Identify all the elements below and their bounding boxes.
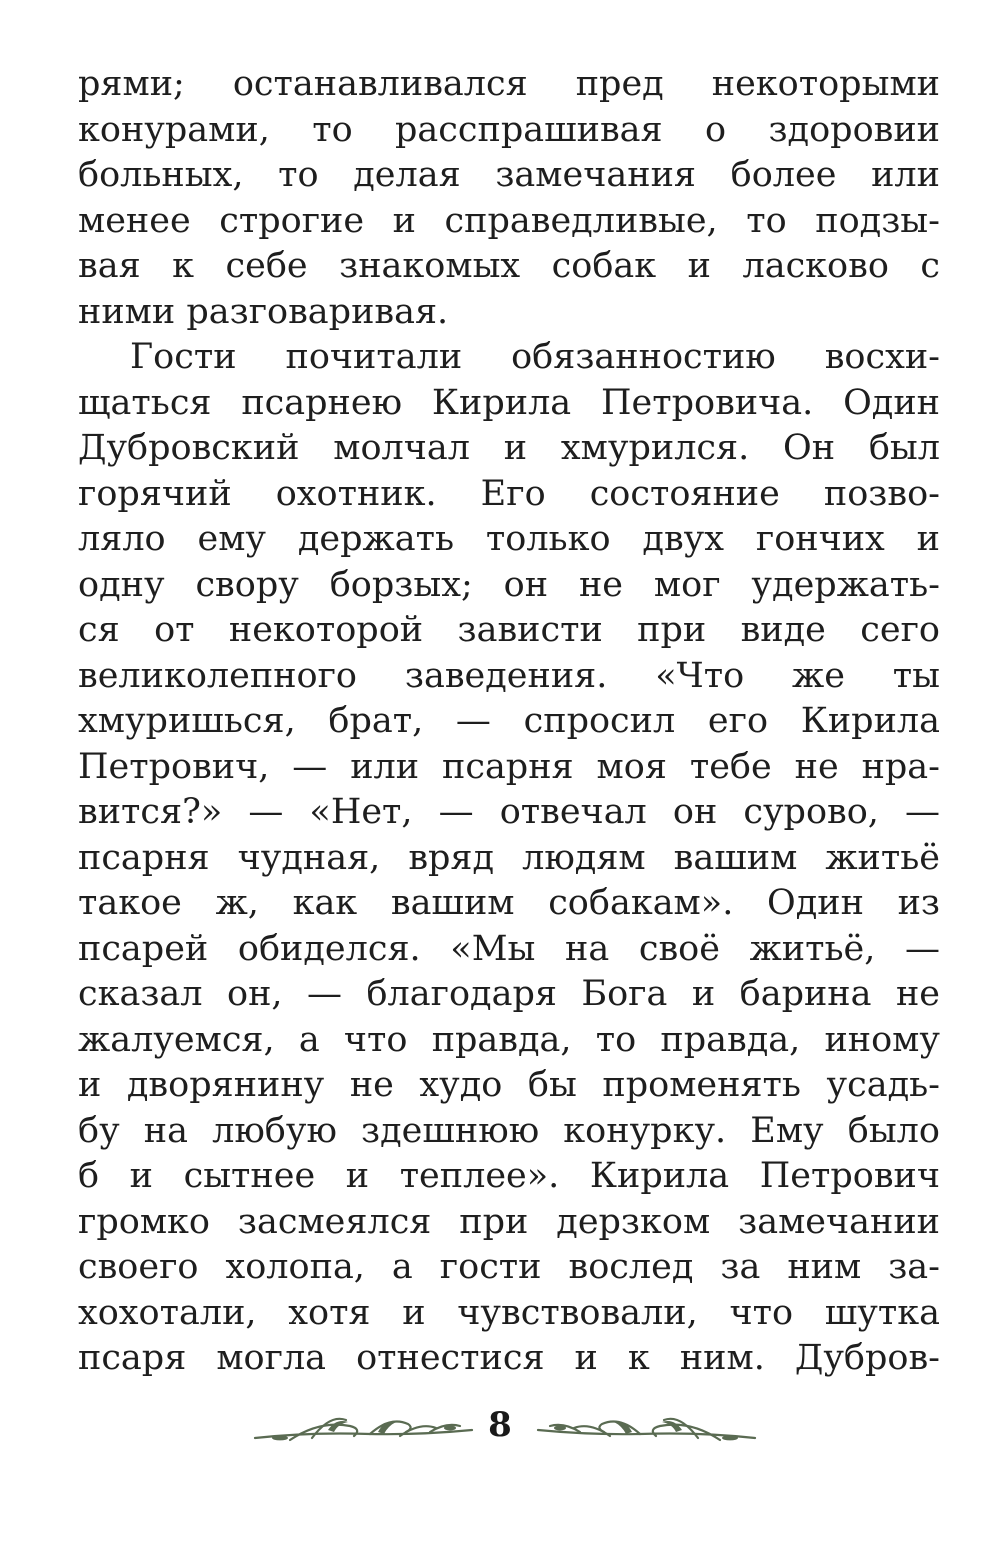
floral-flourish-icon [250,1408,480,1452]
text-line: псаря могла отнестися и к ним. Дубров- [78,1338,940,1378]
text-line: щаться псарнею Кирила Петровича. Один [78,382,940,423]
text-line: Петрович, — или псарня моя тебе не нра- [78,746,940,787]
text-line: и дворянину не худо бы променять усадь- [78,1065,940,1105]
text-line: жалуемся, а что правда, то правда, иному [78,1019,940,1060]
page-number: 8 [488,1405,512,1445]
body-text [78,62,940,1382]
text-line: хохотали, хотя и чувствовали, что шутка [78,1292,940,1333]
text-line: великолепного заведения. «Что же ты [78,655,940,696]
floral-flourish-icon [530,1408,760,1452]
text-line: своего холопа, а гости вослед за ним за- [78,1247,940,1287]
text-line: ними разговаривая. [78,291,449,332]
text-line: Дубровский молчал и хмурился. Он был [78,428,940,468]
text-line: рями; останавливался пред некоторыми [78,64,940,104]
text-line: хмуришься, брат, — спросил его Кирила [78,701,940,741]
text-line: бу на любую здешнюю конурку. Ему было [78,1110,940,1151]
text-line: менее строгие и справедливые, то подзы- [78,200,940,241]
text-line: громко засмеялся при дерзком замечании [78,1201,940,1242]
text-line: ляло ему держать только двух гончих и [78,519,940,559]
text-line: вая к себе знакомых собак и ласково с [78,246,940,286]
page-footer [0,1400,1000,1460]
text-line: конурами, то расспрашивая о здоровии [78,109,940,150]
text-line: горячий охотник. Его состояние позво- [78,473,940,514]
text-line: б и сытнее и теплее». Кирила Петрович [78,1156,940,1196]
text-line: такое ж, как вашим собакам». Один из [78,883,940,923]
text-line: больных, то делая замечания более или [78,155,940,195]
text-line: ся от некоторой зависти при виде сего [78,610,940,650]
text-line: псарня чудная, вряд людям вашим житьё [78,837,940,878]
text-line: одну свору борзых; он не мог удержать- [78,564,940,605]
text-line: сказал он, — благодаря Бога и барина не [78,974,940,1014]
text-line: псарей обиделся. «Мы на своё житьё, — [78,928,940,969]
text-line: вится?» — «Нет, — отвечал он сурово, — [78,792,940,832]
text-line: Гости почитали обязанностию восхи- [130,337,940,377]
